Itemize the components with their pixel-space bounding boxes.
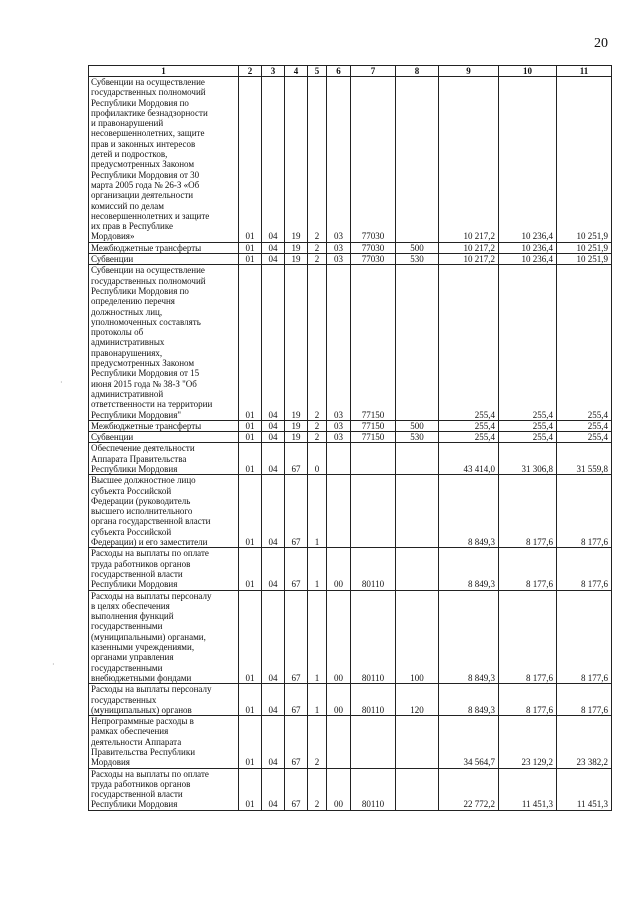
code-cell: 67 [285, 443, 308, 475]
code-cell: 19 [285, 432, 308, 443]
code-cell: 120 [396, 684, 439, 716]
code-cell: 00 [327, 590, 351, 684]
code-cell: 80110 [351, 548, 396, 590]
row-label: Межбюджетные трансферты [89, 242, 239, 253]
row-label: Субвенции [89, 254, 239, 265]
amount-cell: 43 414,0 [439, 443, 499, 475]
column-header: 9 [439, 66, 499, 77]
column-header: 4 [285, 66, 308, 77]
code-cell: 77150 [351, 432, 396, 443]
budget-table [88, 65, 612, 811]
amount-cell: 255,4 [439, 265, 499, 420]
table-row [89, 548, 612, 590]
code-cell: 01 [239, 432, 262, 443]
code-cell: 19 [285, 77, 308, 243]
table-body [89, 77, 612, 811]
code-cell: 03 [327, 265, 351, 420]
column-header: 7 [351, 66, 396, 77]
code-cell: 67 [285, 684, 308, 716]
code-cell: 2 [308, 768, 327, 810]
row-label: Субвенции [89, 432, 239, 443]
code-cell: 80110 [351, 590, 396, 684]
table-header-row [89, 66, 612, 77]
column-header: 2 [239, 66, 262, 77]
code-cell: 04 [262, 420, 285, 431]
code-cell: 0 [308, 443, 327, 475]
amount-cell: 31 306,8 [499, 443, 557, 475]
code-cell: 77030 [351, 77, 396, 243]
amount-cell: 8 849,3 [439, 684, 499, 716]
code-cell: 2 [308, 420, 327, 431]
code-cell [327, 443, 351, 475]
code-cell: 2 [308, 716, 327, 768]
code-cell: 01 [239, 420, 262, 431]
table-row [89, 265, 612, 420]
table-row [89, 475, 612, 548]
code-cell: 04 [262, 265, 285, 420]
amount-cell: 255,4 [439, 432, 499, 443]
amount-cell: 10 251,9 [557, 254, 612, 265]
code-cell [396, 77, 439, 243]
amount-cell: 8 177,6 [557, 590, 612, 684]
amount-cell: 255,4 [499, 432, 557, 443]
code-cell: 01 [239, 443, 262, 475]
code-cell: 67 [285, 590, 308, 684]
code-cell: 00 [327, 684, 351, 716]
row-label: Расходы на выплаты по оплате труда работников органов государственной власти Республики Мордовия [89, 548, 239, 590]
code-cell: 00 [327, 768, 351, 810]
code-cell: 01 [239, 242, 262, 253]
code-cell: 80110 [351, 768, 396, 810]
table-row [89, 768, 612, 810]
code-cell: 1 [308, 684, 327, 716]
column-header: 8 [396, 66, 439, 77]
code-cell [327, 716, 351, 768]
code-cell: 19 [285, 420, 308, 431]
amount-cell: 8 177,6 [499, 590, 557, 684]
code-cell: 01 [239, 254, 262, 265]
amount-cell: 34 564,7 [439, 716, 499, 768]
code-cell: 01 [239, 548, 262, 590]
code-cell: 2 [308, 254, 327, 265]
row-label: Расходы на выплаты по оплате труда работников органов государственной власти Республики Мордовия [89, 768, 239, 810]
code-cell: 03 [327, 254, 351, 265]
column-header: 5 [308, 66, 327, 77]
code-cell: 2 [308, 77, 327, 243]
code-cell: 67 [285, 475, 308, 548]
code-cell: 19 [285, 265, 308, 420]
code-cell: 500 [396, 242, 439, 253]
amount-cell: 255,4 [499, 420, 557, 431]
table-row [89, 432, 612, 443]
row-label: Обеспечение деятельности Аппарата Правительства Республики Мордовия [89, 443, 239, 475]
code-cell: 01 [239, 475, 262, 548]
table-row [89, 420, 612, 431]
code-cell: 04 [262, 242, 285, 253]
amount-cell: 10 251,9 [557, 242, 612, 253]
table-row [89, 684, 612, 716]
amount-cell: 11 451,3 [499, 768, 557, 810]
code-cell: 80110 [351, 684, 396, 716]
table-row [89, 716, 612, 768]
column-header: 11 [557, 66, 612, 77]
code-cell: 2 [308, 432, 327, 443]
amount-cell: 10 217,2 [439, 254, 499, 265]
table-row [89, 590, 612, 684]
amount-cell: 8 177,6 [557, 475, 612, 548]
code-cell: 03 [327, 420, 351, 431]
amount-cell: 255,4 [557, 432, 612, 443]
amount-cell: 10 251,9 [557, 77, 612, 243]
table-row [89, 242, 612, 253]
column-header: 1 [89, 66, 239, 77]
code-cell: 1 [308, 590, 327, 684]
code-cell: 500 [396, 420, 439, 431]
code-cell: 530 [396, 432, 439, 443]
table-row [89, 443, 612, 475]
amount-cell: 8 177,6 [499, 475, 557, 548]
code-cell: 04 [262, 716, 285, 768]
code-cell: 00 [327, 548, 351, 590]
code-cell: 67 [285, 716, 308, 768]
code-cell [396, 265, 439, 420]
code-cell [396, 443, 439, 475]
amount-cell: 8 177,6 [499, 548, 557, 590]
column-header: 10 [499, 66, 557, 77]
row-label: Высшее должностное лицо субъекта Российской Федерации (руководитель высшего исполнительного органа государственной власти субъекта Российской Федерации) и его заместители [89, 475, 239, 548]
amount-cell: 8 849,3 [439, 548, 499, 590]
amount-cell: 10 236,4 [499, 242, 557, 253]
code-cell: 67 [285, 548, 308, 590]
code-cell: 77030 [351, 242, 396, 253]
code-cell: 04 [262, 590, 285, 684]
code-cell [351, 716, 396, 768]
code-cell: 04 [262, 432, 285, 443]
row-label: Субвенции на осуществление государственных полномочий Республики Мордовия по определению перечня должностных лиц, уполномоченных составлять протоколы об административных правонарушениях, предусмотренных Законом Республики Мордовия от 15 июня 2015 года № 38-З "Об административной ответственности на территории Республики Мордовия" [89, 265, 239, 420]
code-cell: 04 [262, 768, 285, 810]
amount-cell: 23 382,2 [557, 716, 612, 768]
code-cell [327, 475, 351, 548]
code-cell: 77030 [351, 254, 396, 265]
code-cell: 1 [308, 548, 327, 590]
code-cell [396, 475, 439, 548]
code-cell: 04 [262, 254, 285, 265]
amount-cell: 255,4 [557, 420, 612, 431]
code-cell: 100 [396, 590, 439, 684]
code-cell: 03 [327, 432, 351, 443]
row-label: Межбюджетные трансферты [89, 420, 239, 431]
column-header: 3 [262, 66, 285, 77]
code-cell: 19 [285, 254, 308, 265]
code-cell: 2 [308, 265, 327, 420]
amount-cell: 8 849,3 [439, 590, 499, 684]
row-label: Расходы на выплаты персоналу в целях обеспечения выполнения функций государственными (муниципальными) органами, казенными учреждениями, органами управления государственными внебюджетными фондами [89, 590, 239, 684]
page-number: 20 [594, 36, 608, 51]
amount-cell: 10 236,4 [499, 77, 557, 243]
code-cell: 67 [285, 768, 308, 810]
code-cell [351, 443, 396, 475]
amount-cell: 8 177,6 [557, 548, 612, 590]
amount-cell: 10 217,2 [439, 77, 499, 243]
code-cell [396, 768, 439, 810]
amount-cell: 10 236,4 [499, 254, 557, 265]
code-cell: 01 [239, 590, 262, 684]
amount-cell: 22 772,2 [439, 768, 499, 810]
amount-cell: 10 217,2 [439, 242, 499, 253]
code-cell: 77150 [351, 420, 396, 431]
amount-cell: 255,4 [439, 420, 499, 431]
code-cell: 01 [239, 77, 262, 243]
code-cell [351, 475, 396, 548]
code-cell: 01 [239, 716, 262, 768]
table-row [89, 254, 612, 265]
amount-cell: 255,4 [499, 265, 557, 420]
amount-cell: 8 849,3 [439, 475, 499, 548]
code-cell: 03 [327, 77, 351, 243]
code-cell: 530 [396, 254, 439, 265]
amount-cell: 8 177,6 [499, 684, 557, 716]
code-cell: 2 [308, 242, 327, 253]
amount-cell: 8 177,6 [557, 684, 612, 716]
code-cell: 1 [308, 475, 327, 548]
row-label: Непрограммные расходы в рамках обеспечения деятельности Аппарата Правительства Республики Мордовия [89, 716, 239, 768]
amount-cell: 11 451,3 [557, 768, 612, 810]
amount-cell: 23 129,2 [499, 716, 557, 768]
code-cell: 01 [239, 265, 262, 420]
code-cell: 03 [327, 242, 351, 253]
code-cell: 01 [239, 768, 262, 810]
code-cell: 19 [285, 242, 308, 253]
code-cell [396, 548, 439, 590]
row-label: Расходы на выплаты персоналу государственных (муниципальных) органов [89, 684, 239, 716]
scan-mark: · [60, 378, 63, 387]
code-cell: 04 [262, 548, 285, 590]
row-label: Субвенции на осуществление государственных полномочий Республики Мордовия по профилактике безнадзорности и правонарушений несовершеннолетних, защите прав и законных интересов детей и подростков, предусмотренных Законом Республики Мордовия от 30 марта 2005 года № 26-З «Об организации деятельности комиссий по делам несовершеннолетних и защите их прав в Республике Мордовия» [89, 77, 239, 243]
amount-cell: 31 559,8 [557, 443, 612, 475]
scan-mark: · [52, 660, 55, 669]
amount-cell: 255,4 [557, 265, 612, 420]
code-cell: 04 [262, 443, 285, 475]
code-cell: 04 [262, 77, 285, 243]
code-cell: 04 [262, 684, 285, 716]
code-cell: 04 [262, 475, 285, 548]
code-cell: 77150 [351, 265, 396, 420]
table-row [89, 77, 612, 243]
code-cell [396, 716, 439, 768]
code-cell: 01 [239, 684, 262, 716]
column-header: 6 [327, 66, 351, 77]
